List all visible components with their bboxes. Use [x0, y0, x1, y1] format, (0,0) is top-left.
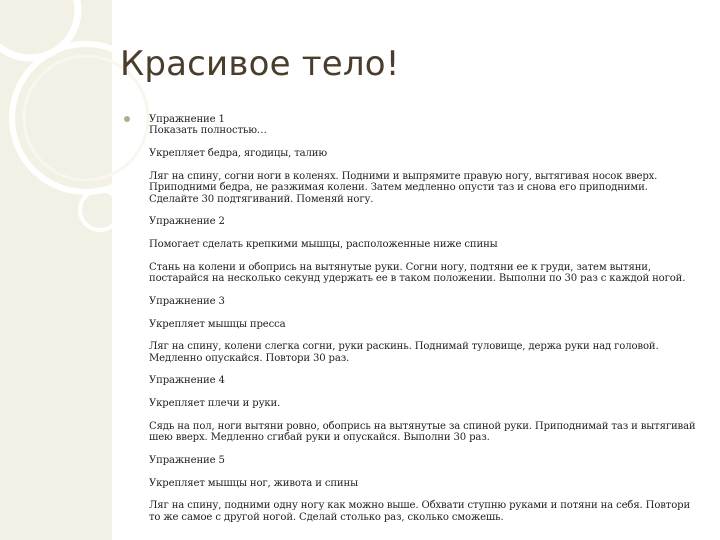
exercise-benefit: Помогает сделать крепкими мышцы, расположенные ниже спины — [149, 239, 498, 251]
slide-content — [149, 114, 697, 534]
exercise-heading: Упражнение 2 — [149, 216, 225, 228]
exercise-benefit: Укрепляет мышцы пресса — [149, 318, 286, 330]
slide-title: Красивое тело! — [120, 44, 400, 84]
exercise-heading: Упражнение 4 — [149, 375, 225, 387]
exercise-description: Стань на колени и обопрись на вытянутые руки. Согни ногу, подтяни ее к груди, затем вытяни, постарайся на несколько секунд удержать ее в таком положении. Выполни по 30 раз с каждой ногой. — [149, 261, 686, 285]
exercise-benefit: Укрепляет плечи и руки. — [149, 398, 281, 410]
exercise-description: Ляг на спину, колени слегка согни, руки раскинь. Поднимай туловище, держа руки над головой. Медленно опускайся. Повтори 30 раз. — [149, 341, 659, 364]
bullet-dot — [124, 116, 130, 122]
deco-circle-bottom — [80, 190, 120, 230]
exercise-heading: Упражнение 5 — [149, 454, 225, 466]
exercise-heading: Упражнение 3 — [149, 295, 225, 307]
exercise-description: Ляг на спину, согни ноги в коленях. Подними и выпрямите правую ногу, вытягивая носок вверх. Приподними бедра, не разжимая колени. Затем медленно опусти таз и снова его приподними. Сделайте 30 подтягиваний. Поменяй ногу. — [149, 170, 658, 205]
exercise-description: Сядь на пол, ноги вытяни ровно, обопрись на вытянутые за спиной руки. Приподнимай таз и вытягивай шею вверх. Медленно сгибай руки и опускайся. Выполни 30 раз. — [149, 420, 696, 444]
exercise-heading: Упражнение 1 — [149, 114, 225, 125]
exercise-benefit: Укрепляет мышцы ног, живота и спины — [149, 477, 358, 489]
exercise-benefit: Укрепляет бедра, ягодицы, талию — [149, 148, 327, 160]
exercise-description: Ляг на спину, подними одну ногу как можно выше. Обхвати ступню руками и потяни на себя. Повтори то же самое с другой ногой. Сделай столько раз, сколько сможешь. — [149, 500, 691, 523]
show-full-link[interactable]: Показать полностью… — [149, 125, 267, 137]
